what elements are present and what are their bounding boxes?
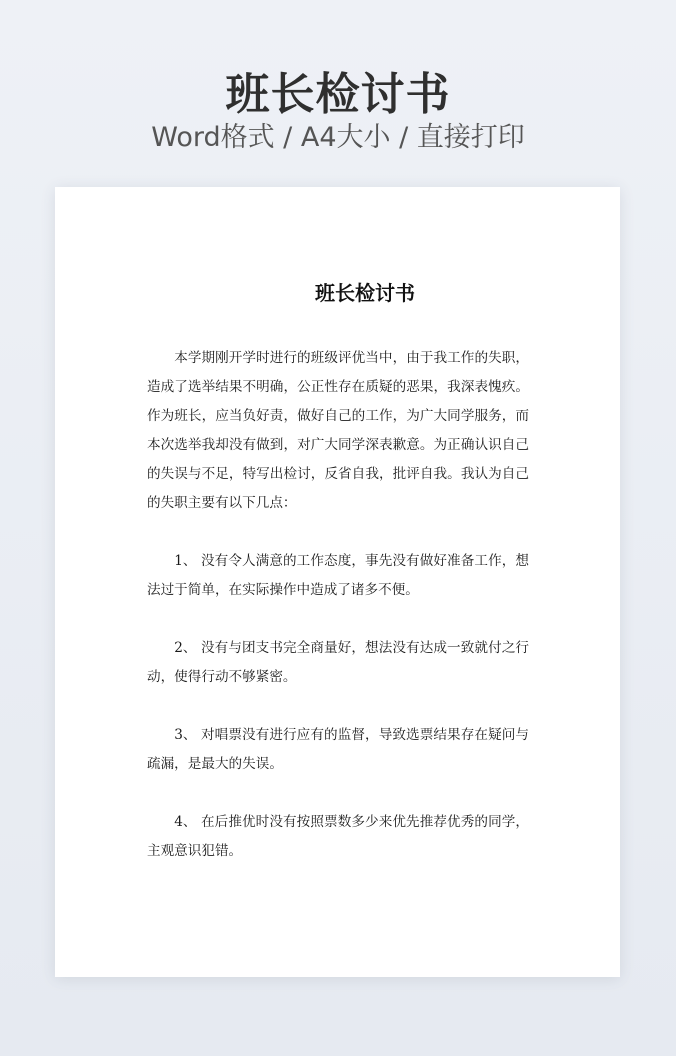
- banner-subtitle: Word格式 / A4大小 / 直接打印: [151, 122, 525, 153]
- point-2-paragraph: 2、 没有与团支书完全商量好，想法没有达成一致就付之行动，使得行动不够紧密。: [147, 640, 529, 685]
- point-3-paragraph: 3、 对唱票没有进行应有的监督，导致选票结果存在疑问与疏漏，是最大的失误。: [147, 727, 529, 772]
- banner-title: 班长检讨书: [225, 69, 451, 120]
- point-1-paragraph: 1、 没有令人满意的工作态度，事先没有做好准备工作，想法过于简单，在实际操作中造成了诸多不便。: [147, 553, 529, 598]
- document-body: [147, 344, 529, 866]
- document-title: 班长检讨书: [315, 281, 415, 305]
- point-4-paragraph: 4、 在后推优时没有按照票数多少来优先推荐优秀的同学，主观意识犯错。: [147, 814, 529, 859]
- intro-paragraph: 本学期刚开学时进行的班级评优当中，由于我工作的失职，造成了选举结果不明确，公正性存在质疑的恶果，我深表愧疚。作为班长，应当负好责，做好自己的工作，为广大同学服务，而本次选举我却没有做到，对广大同学深表歉意。为正确认识自己的失误与不足，特写出检讨，反省自我，批评自我。我认为自己的失职主要有以下几点：: [147, 350, 529, 511]
